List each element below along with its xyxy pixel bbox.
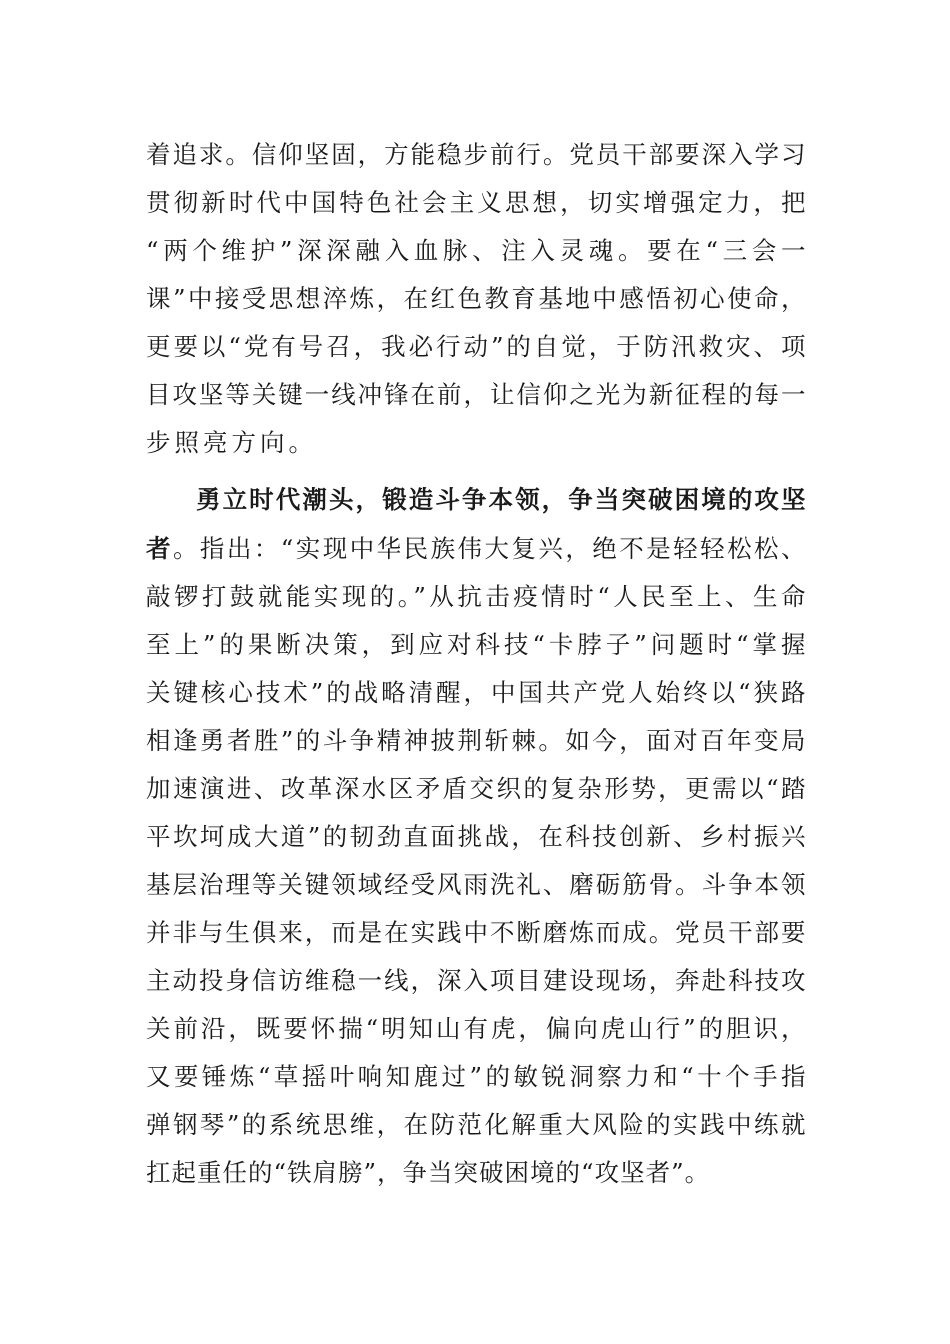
paragraph-2-line-7: 平坎坷成大道”的韧劲直面挑战，在科技创新、乡村振兴 (146, 822, 806, 851)
paragraph-2-line-14: 扛起重任的“铁肩膀”，争当突破困境的“攻坚者”。 (146, 1158, 711, 1187)
paragraph-2-line-1-text: 。指出：“实现中华民族伟大复兴，绝不是轻轻松松、 (172, 534, 807, 563)
paragraph-2-line-4: 关键核心技术”的战略清醒，中国共产党人始终以“狭路 (146, 678, 806, 707)
paragraph-2-heading: 勇立时代潮头，锻造斗争本领，争当突破困境的攻坚 (196, 485, 806, 514)
paragraph-2-line-11: 关前沿，既要怀揣“明知山有虎，偏向虎山行”的胆识， (146, 1014, 806, 1043)
paragraph-1-line-1: 着追求。信仰坚固，方能稳步前行。党员干部要深入学习 (146, 140, 806, 169)
paragraph-1-line-2: 贯彻新时代中国特色社会主义思想，切实增强定力，把 (146, 188, 806, 217)
paragraph-2-line-9: 并非与生俱来，而是在实践中不断磨炼而成。党员干部要 (146, 918, 806, 947)
paragraph-2-line-10: 主动投身信访维稳一线，深入项目建设现场，奔赴科技攻 (146, 966, 806, 995)
paragraph-1-line-4: 课”中接受思想淬炼，在红色教育基地中感悟初心使命， (146, 284, 806, 313)
paragraph-1-line-7: 步照亮方向。 (146, 428, 317, 457)
paragraph-2-heading-end: 者 (146, 534, 173, 563)
paragraph-1-line-3: “两个维护”深深融入血脉、注入灵魂。要在“三会一 (146, 236, 806, 265)
paragraph-2-line-8: 基层治理等关键领域经受风雨洗礼、磨砺筋骨。斗争本领 (146, 870, 806, 899)
paragraph-1-line-5: 更要以“党有号召，我必行动”的自觉，于防汛救灾、项 (146, 332, 806, 361)
paragraph-2-line-5: 相逢勇者胜”的斗争精神披荆斩棘。如今，面对百年变局 (146, 726, 806, 755)
paragraph-2-line-3: 至上”的果断决策，到应对科技“卡脖子”问题时“掌握 (146, 630, 806, 659)
paragraph-2-line-12: 又要锤炼“草摇叶响知鹿过”的敏锐洞察力和“十个手指 (146, 1062, 806, 1091)
paragraph-2-line-1 (146, 529, 806, 569)
paragraph-1-line-6: 目攻坚等关键一线冲锋在前，让信仰之光为新征程的每一 (146, 380, 806, 409)
paragraph-2-line-6: 加速演进、改革深水区矛盾交织的复杂形势，更需以“踏 (146, 774, 806, 803)
paragraph-2-line-13: 弹钢琴”的系统思维，在防范化解重大风险的实践中练就 (146, 1110, 806, 1139)
paragraph-2-line-2: 敲锣打鼓就能实现的。”从抗击疫情时“人民至上、生命 (146, 582, 806, 611)
